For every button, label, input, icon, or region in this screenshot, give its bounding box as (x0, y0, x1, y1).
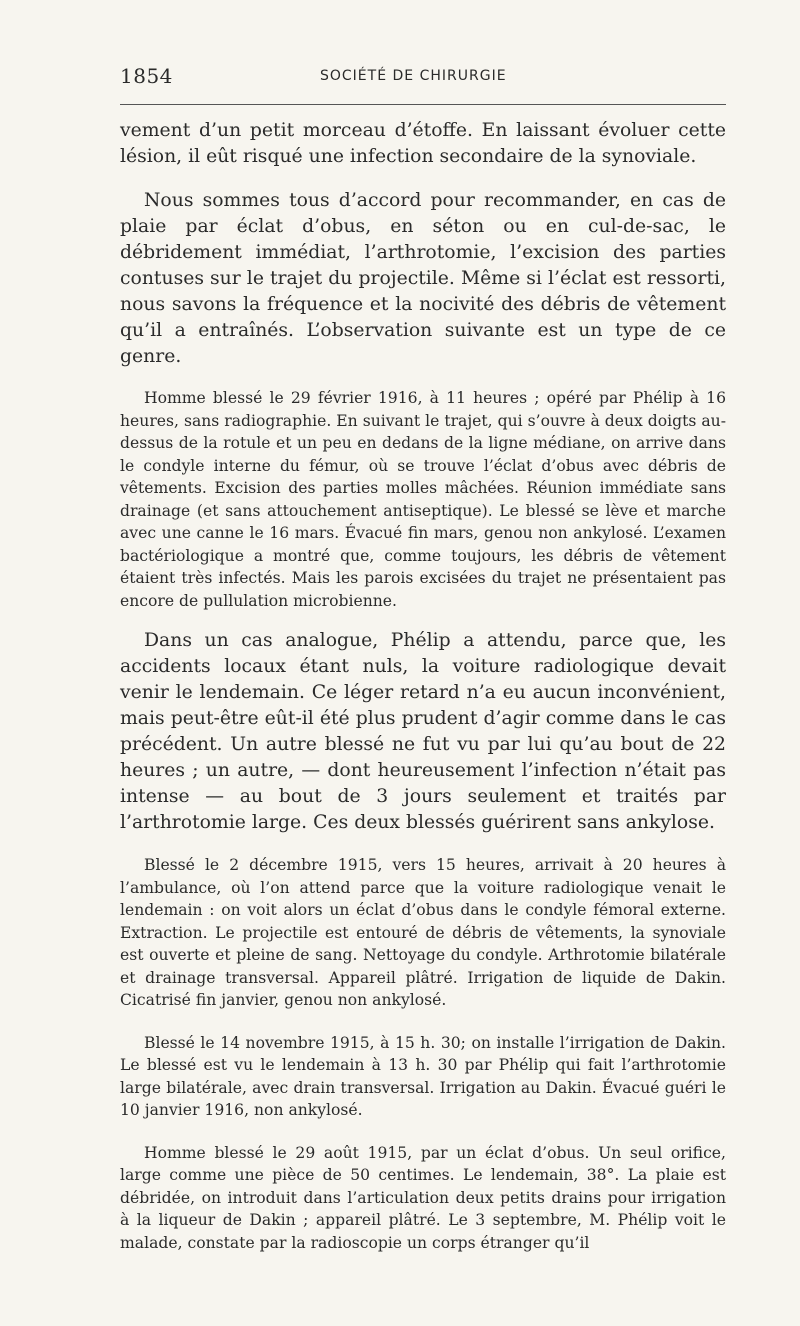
case-observation-4: Homme blessé le 29 août 1915, par un éclat d’obus. Un seul orifice, large comme une pièce de 50 centimes. Le lendemain, 38°. La plaie est débridée, on introduit dans l’articulation deux petits drains pour irrigation à la liqueur de Dakin ; appareil plâtré. Le 3 septembre, M. Phélip voit le malade, constate par la radioscopie un corps étranger qu’il (120, 1143, 726, 1252)
paragraph-recommendation: Nous sommes tous d’accord pour recommander, en cas de plaie par éclat d’obus, en séton ou en cul-de-sac, le débridement immédiat, l’arthrotomie, l’excision des parties contuses sur le trajet du projectile. Même si l’éclat est ressorti, nous savons la fréquence et la nocivité des débris de vêtement qu’il a entraînés. L’observation suivante est un type de ce genre. (120, 190, 726, 367)
case-observation-3: Blessé le 14 novembre 1915, à 15 h. 30; on installe l’irrigation de Dakin. Le blessé est vu le lendemain à 13 h. 30 par Phélip qui fait l’arthrotomie large bilatérale, avec drain transversal. Irrigation au Dakin. Évacué guéri le 10 janvier 1916, non ankylosé. (120, 1033, 726, 1119)
case-observation-1: Homme blessé le 29 février 1916, à 11 heures ; opéré par Phélip à 16 heures, sans radiographie. En suivant le trajet, qui s’ouvre à deux doigts au-dessus de la rotule et un peu en dedans de la ligne médiane, on arrive dans le condyle interne du fémur, où se trouve l’éclat d’obus avec débris de vêtements. Excision des parties molles mâchées. Réunion immédiate sans drainage (et sans attouchement antiseptique). Le blessé se lève et marche avec une canne le 16 mars. Évacué fin mars, genou non ankylosé. L’examen bactériologique a montré que, comme toujours, les débris de vêtement étaient très infectés. Mais les parois excisées du trajet ne présentaient pas encore de pullulation microbienne. (120, 389, 726, 610)
page-number: 1854 (120, 64, 173, 88)
case-observation-2: Blessé le 2 décembre 1915, vers 15 heures, arrivait à 20 heures à l’ambulance, où l’on attend parce que la voiture radiologique venait le lendemain : on voit alors un éclat d’obus dans le condyle fémoral externe. Extraction. Le projectile est entouré de débris de vêtements, la synoviale est ouverte et pleine de sang. Nettoyage du condyle. Arthrotomie bilatérale et drainage transversal. Appareil plâtré. Irrigation de liquide de Dakin. Cicatrisé fin janvier, genou non ankylosé. (120, 856, 726, 1009)
page-header (120, 64, 726, 94)
header-rule (120, 104, 726, 105)
running-title: SOCIÉTÉ DE CHIRURGIE (320, 68, 507, 84)
paragraph-analogous-case: Dans un cas analogue, Phélip a attendu, parce que, les accidents locaux étant nuls, la voiture radiologique devait venir le lendemain. Ce léger retard n’a eu aucun inconvénient, mais peut-être eût-il été plus prudent d’agir comme dans le cas précédent. Un autre blessé ne fut vu par lui qu’au bout de 22 heures ; un autre, — dont heureusement l’infection n’était pas intense — au bout de 3 jours seulement et traités par l’arthrotomie large. Ces deux blessés guérirent sans ankylose. (120, 630, 726, 833)
page-body (120, 118, 726, 1254)
paragraph-continuation: vement d’un petit morceau d’étoffe. En laissant évoluer cette lésion, il eût risqué une infection secondaire de la synoviale. (120, 120, 726, 167)
